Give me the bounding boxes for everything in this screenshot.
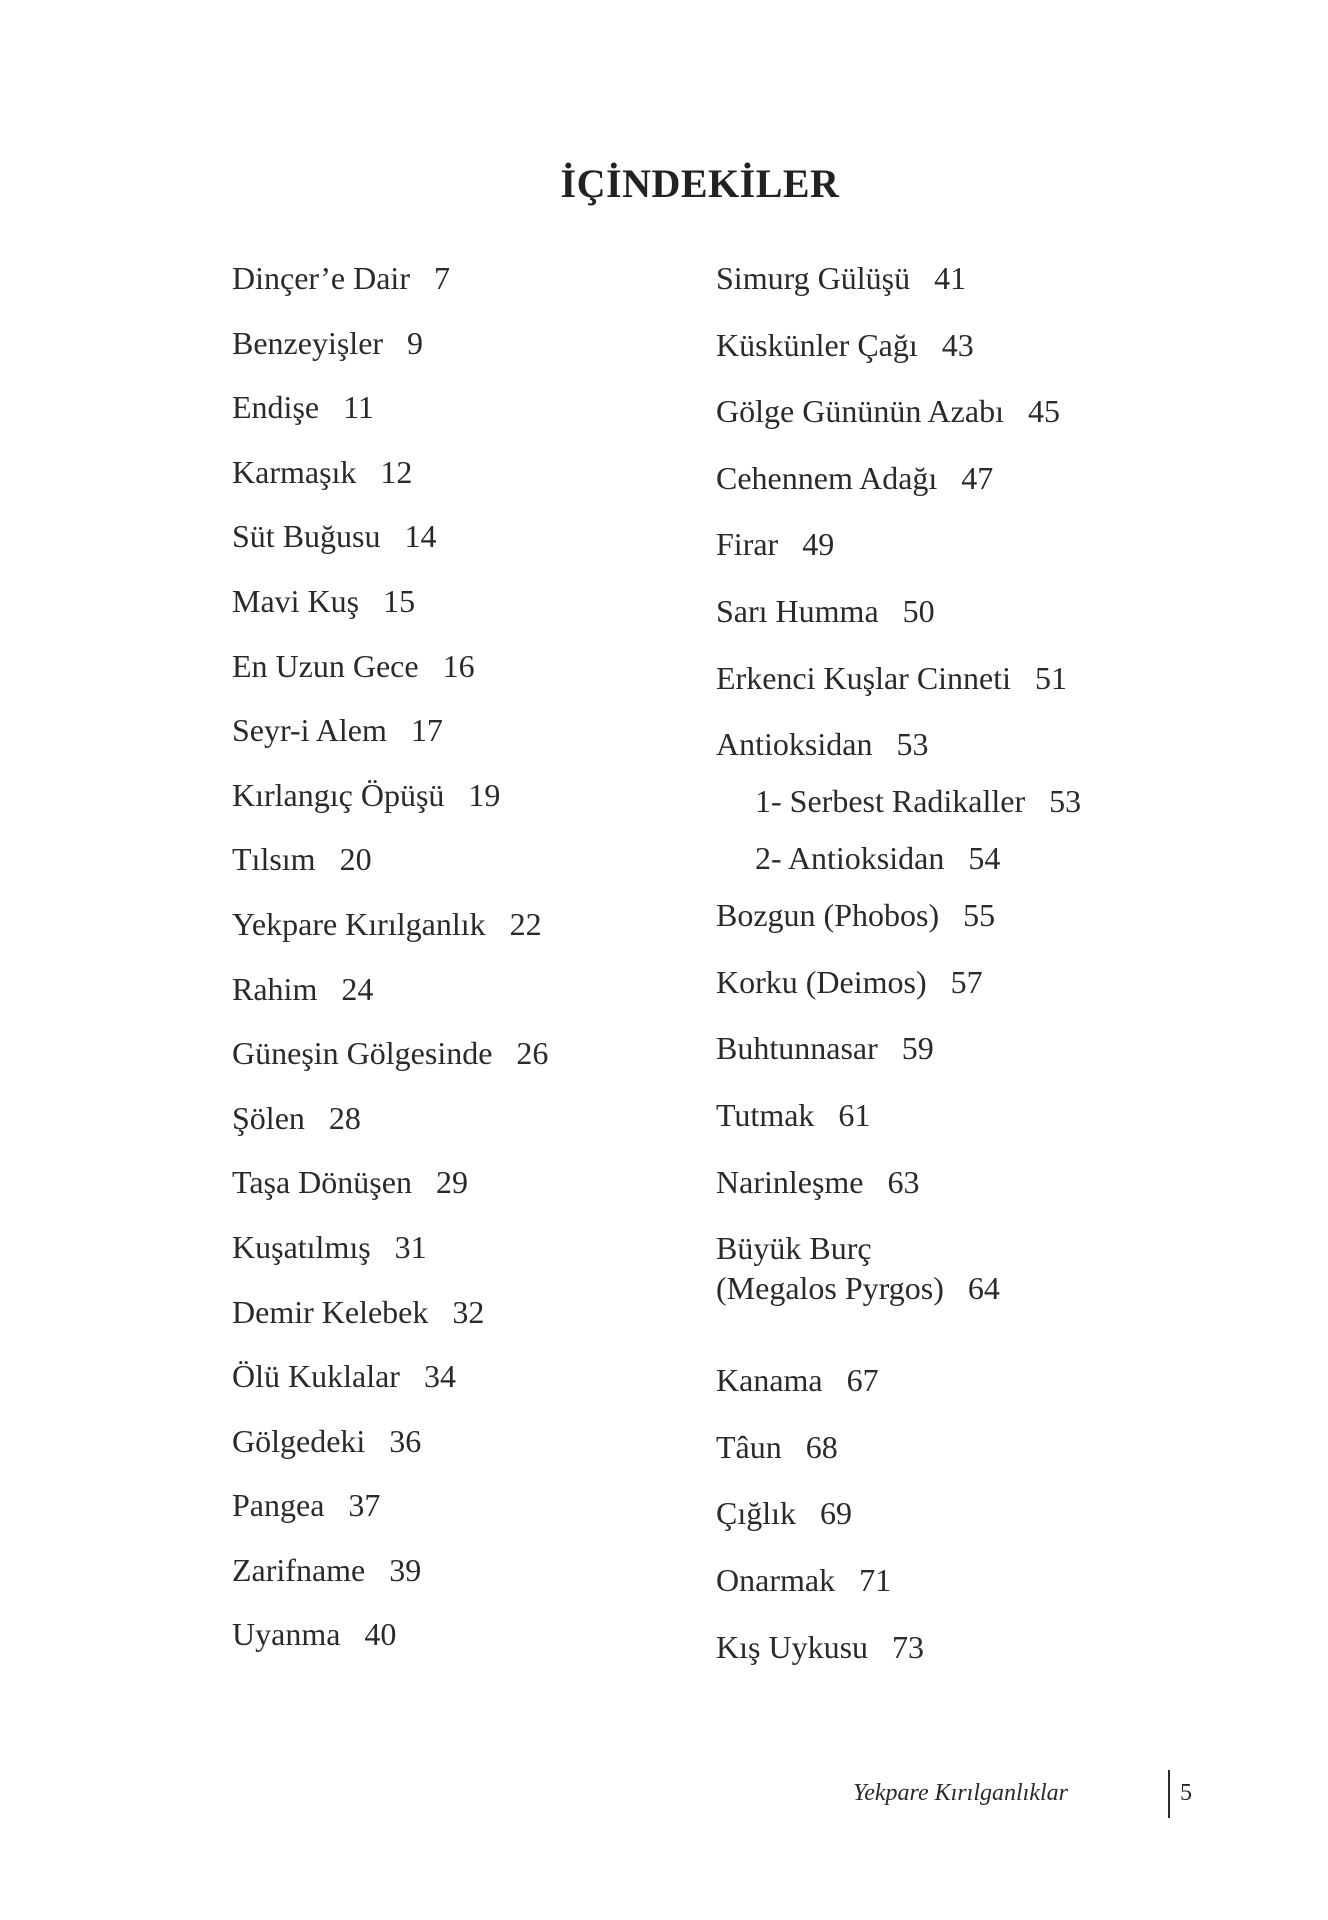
entry-title: Büyük Burç	[716, 1230, 872, 1267]
entry-page: 32	[452, 1293, 485, 1330]
entry-page: 26	[516, 1035, 549, 1072]
toc-entry	[232, 1033, 548, 1098]
entry-page: 45	[1027, 393, 1060, 430]
entry-title: Demir Kelebek	[232, 1293, 429, 1330]
entry-page: 41	[934, 260, 967, 296]
toc-entry	[232, 1098, 548, 1163]
toc-entry	[716, 1228, 1081, 1360]
entry-page: 19	[468, 776, 501, 813]
entry-page: 43	[941, 326, 974, 363]
toc-entry	[716, 1360, 1081, 1427]
entry-title: Firar	[716, 526, 779, 563]
entry-page: 17	[410, 712, 443, 749]
toc-entry	[232, 904, 548, 969]
entry-page: 15	[383, 582, 416, 619]
entry-title: 1- Serbest Radikaller	[755, 783, 1026, 820]
entry-page: 12	[380, 453, 413, 490]
entry-page: 40	[364, 1616, 397, 1653]
entry-title: Tılsım	[232, 841, 316, 878]
page-footer	[853, 1770, 1220, 1818]
entry-title: Dinçer’e Dair	[232, 260, 410, 296]
entry-title: Benzeyişler	[232, 324, 384, 361]
toc-entry	[716, 458, 1081, 525]
entry-title: Güneşin Gölgesinde	[232, 1035, 493, 1072]
entry-page: 51	[1035, 659, 1068, 696]
entry-title: Korku (Deimos)	[716, 963, 927, 1000]
entry-page: 67	[846, 1362, 879, 1399]
entry-page: 9	[407, 324, 424, 361]
entry-title-line2: (Megalos Pyrgos)	[716, 1270, 944, 1307]
toc-entry	[232, 1162, 548, 1227]
entry-page: 16	[442, 647, 475, 684]
entry-title: Cehennem Adağı	[716, 459, 938, 496]
toc-entry	[716, 1560, 1081, 1627]
toc-entry	[716, 724, 1081, 781]
toc-entry	[232, 710, 548, 775]
entry-page: 68	[805, 1428, 838, 1465]
toc-entry	[232, 452, 548, 517]
toc-entry	[716, 391, 1081, 458]
entry-page: 29	[435, 1164, 468, 1201]
running-footer-book-title: Yekpare Kırılganlıklar	[853, 1780, 1068, 1806]
toc-entry	[716, 962, 1081, 1029]
toc-entry	[716, 1627, 1081, 1694]
page-number: 5	[1180, 1780, 1192, 1806]
footer-divider	[1168, 1770, 1170, 1818]
entry-title: Bozgun (Phobos)	[716, 897, 940, 934]
entry-page: 61	[838, 1096, 871, 1133]
entry-title: Kırlangıç Öpüşü	[232, 776, 445, 813]
entry-title: Kuşatılmış	[232, 1228, 371, 1265]
toc-entry	[232, 839, 548, 904]
entry-title: Tâun	[716, 1428, 782, 1465]
entry-title: Simurg Gülüşü	[716, 260, 911, 296]
toc-entry	[716, 895, 1081, 962]
entry-title: Ölü Kuklalar	[232, 1358, 400, 1395]
entry-page: 37	[348, 1487, 381, 1524]
toc-entry	[716, 1028, 1081, 1095]
toc-entry	[232, 1292, 548, 1357]
entry-title: Süt Buğusu	[232, 518, 381, 555]
entry-page: 28	[328, 1099, 361, 1136]
toc-entry	[716, 1162, 1081, 1229]
toc-subentry	[716, 781, 1081, 838]
entry-page: 20	[339, 841, 372, 878]
entry-title: Onarmak	[716, 1561, 836, 1598]
toc-entry	[716, 1493, 1081, 1560]
toc-entry	[232, 1421, 548, 1486]
entry-title: Tutmak	[716, 1096, 815, 1133]
entry-title: Uyanma	[232, 1616, 341, 1653]
toc-entry	[716, 325, 1081, 392]
entry-title: Zarifname	[232, 1551, 366, 1588]
entry-title: Kış Uykusu	[716, 1628, 869, 1665]
entry-title: Buhtunnasar	[716, 1030, 878, 1067]
entry-title: Yekpare Kırılganlık	[232, 905, 486, 942]
entry-page: 53	[896, 726, 929, 763]
entry-title: Pangea	[232, 1487, 325, 1524]
toc-subentry	[716, 838, 1081, 895]
entry-page: 47	[961, 459, 994, 496]
toc-right-column	[716, 258, 1081, 1693]
entry-page: 73	[892, 1628, 925, 1665]
entry-title: Çığlık	[716, 1495, 797, 1532]
toc-entry	[232, 646, 548, 711]
toc-entry	[232, 775, 548, 840]
toc-entry	[716, 1095, 1081, 1162]
toc-entry	[716, 524, 1081, 591]
toc-entry	[716, 658, 1081, 725]
toc-entry	[232, 581, 548, 646]
toc-entry	[232, 1614, 548, 1679]
toc-entry	[232, 387, 548, 452]
toc-entry	[716, 1427, 1081, 1494]
entry-page: 36	[389, 1422, 422, 1459]
entry-page: 50	[902, 592, 935, 629]
entry-title: Küskünler Çağı	[716, 326, 918, 363]
entry-title: Erkenci Kuşlar Cinneti	[716, 659, 1012, 696]
entry-page: 69	[820, 1495, 853, 1532]
toc-entry	[232, 1227, 548, 1292]
entry-title: Gölge Gününün Azabı	[716, 393, 1004, 430]
entry-page: 49	[802, 526, 835, 563]
entry-page: 11	[343, 389, 374, 426]
entry-page: 59	[901, 1030, 934, 1067]
entry-title: Endişe	[232, 389, 320, 426]
entry-title: Sarı Humma	[716, 592, 879, 629]
toc-entry	[232, 258, 548, 323]
entry-title: Kanama	[716, 1362, 823, 1399]
entry-page: 55	[963, 897, 996, 934]
entry-page: 22	[509, 905, 542, 942]
entry-title: Mavi Kuş	[232, 582, 360, 619]
entry-title: Seyr-i Alem	[232, 712, 387, 749]
entry-page: 31	[394, 1228, 427, 1265]
entry-title: Narinleşme	[716, 1163, 864, 1200]
entry-page: 64	[967, 1270, 1000, 1307]
entry-page: 54	[968, 840, 1001, 877]
toc-entry	[232, 1356, 548, 1421]
entry-title: 2- Antioksidan	[755, 840, 945, 877]
entry-page: 34	[423, 1358, 456, 1395]
toc-entry	[716, 591, 1081, 658]
toc-entry	[232, 323, 548, 388]
toc-entry	[232, 1550, 548, 1615]
entry-page: 7	[433, 260, 450, 296]
entry-page: 14	[404, 518, 437, 555]
toc-entry	[232, 516, 548, 581]
toc-entry	[716, 258, 1081, 325]
entry-page: 24	[341, 970, 374, 1007]
entry-title: Karmaşık	[232, 453, 357, 490]
page-title: İÇİNDEKİLER	[560, 161, 840, 206]
entry-title: Rahim	[232, 970, 318, 1007]
toc-left-column	[232, 258, 548, 1679]
entry-page: 63	[887, 1163, 920, 1200]
entry-title: Antioksidan	[716, 726, 873, 763]
entry-page: 57	[950, 963, 983, 1000]
entry-title: Taşa Dönüşen	[232, 1164, 412, 1201]
entry-page: 39	[389, 1551, 422, 1588]
entry-title: Şölen	[232, 1099, 305, 1136]
entry-title: En Uzun Gece	[232, 647, 419, 684]
entry-title: Gölgedeki	[232, 1422, 366, 1459]
entry-page: 53	[1049, 783, 1082, 820]
entry-page: 71	[859, 1561, 892, 1598]
toc-entry	[232, 969, 548, 1034]
toc-entry	[232, 1485, 548, 1550]
